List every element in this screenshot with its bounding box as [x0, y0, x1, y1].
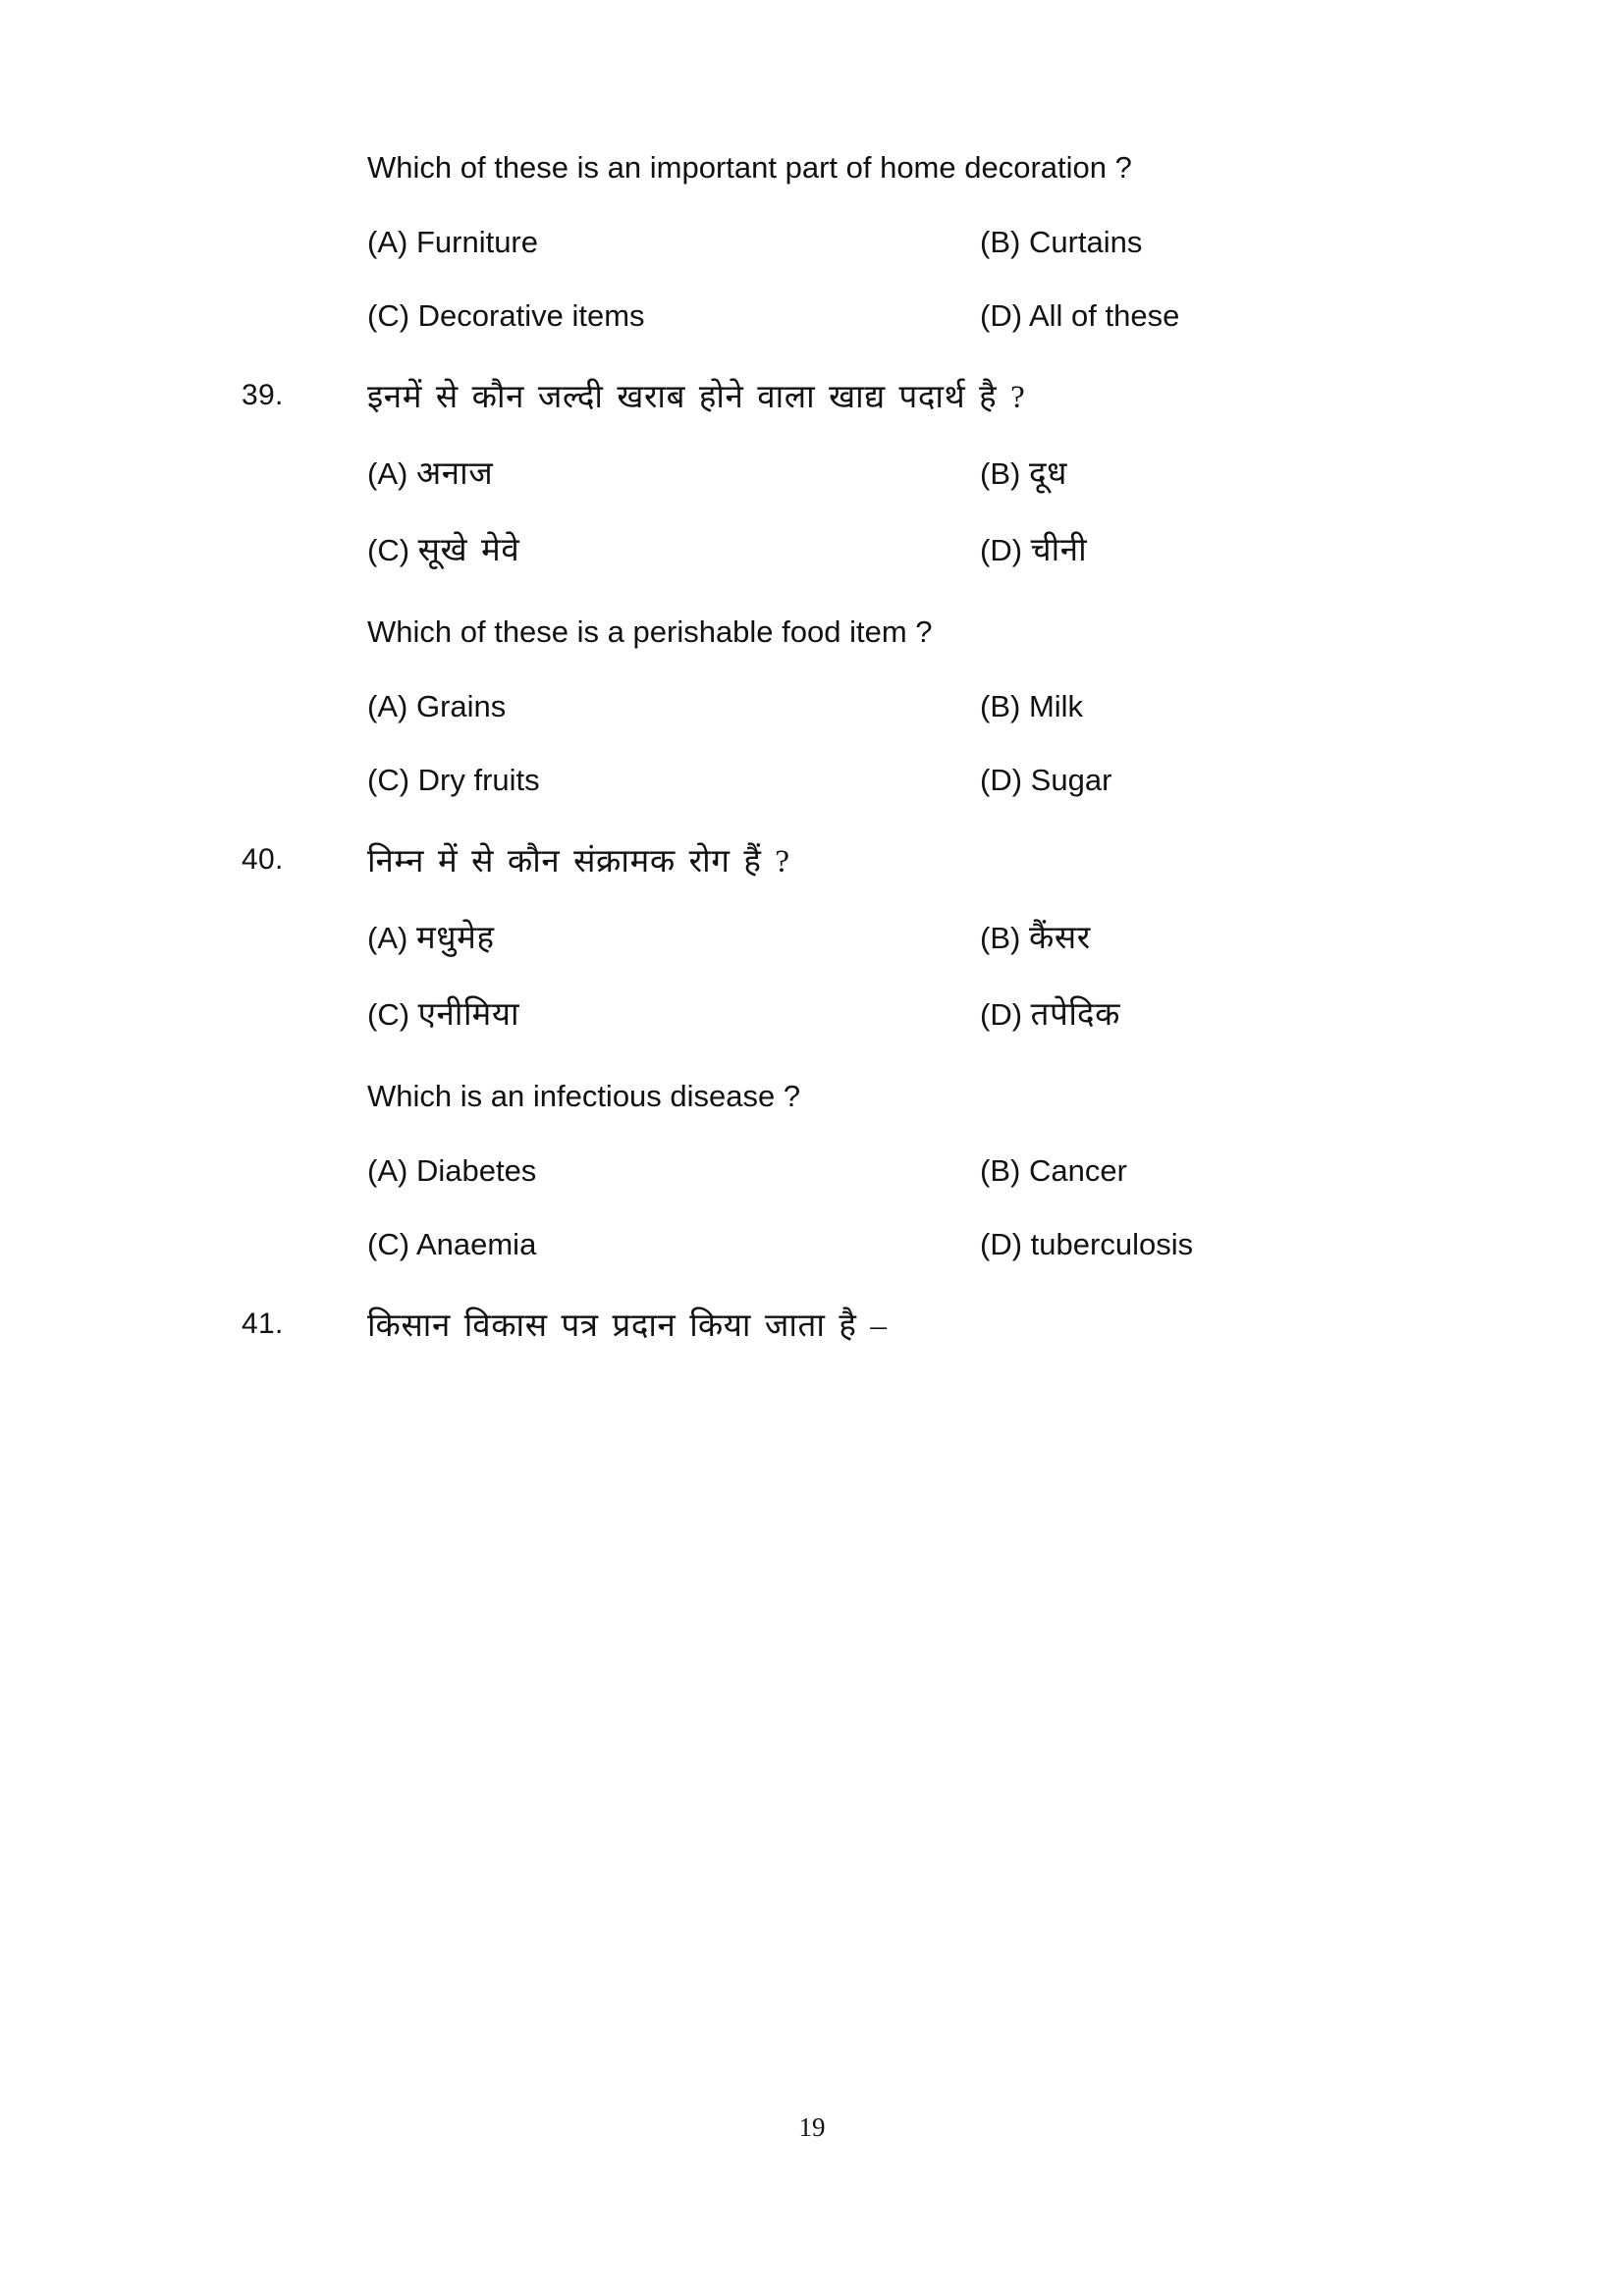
question-text: निम्न में से कौन संक्रामक रोग हैं ?: [367, 843, 790, 880]
question-block: [0, 1305, 1624, 1349]
option-text: मधुमेह: [415, 921, 495, 957]
question-text: इनमें से कौन जल्दी खराब होने वाला खाद्य पदार्थ है ?: [367, 379, 1026, 415]
option-text: All of these: [1028, 297, 1180, 333]
option-text: Grains: [415, 689, 507, 724]
spacer: [0, 1192, 1624, 1224]
option-c[interactable]: [367, 1224, 980, 1265]
question-text: Which of these is an important part of home decoration ?: [367, 150, 1132, 185]
option-label: (D): [980, 532, 1023, 567]
spacer: [0, 1037, 1624, 1076]
option-text: tuberculosis: [1030, 1227, 1194, 1262]
option-a[interactable]: [367, 453, 980, 497]
option-label: (A): [367, 689, 408, 724]
question-stem-row: [0, 840, 1624, 884]
option-d[interactable]: [980, 295, 1569, 337]
option-d[interactable]: [980, 993, 1569, 1038]
question-number: 41.: [242, 1307, 284, 1340]
option-b[interactable]: [980, 453, 1569, 497]
question-stem-row: [0, 612, 1624, 653]
question-text: किसान विकास पत्र प्रदान किया जाता है –: [367, 1308, 888, 1344]
question-block: [0, 1076, 1624, 1265]
option-label: (A): [367, 921, 408, 956]
option-text: चीनी: [1030, 532, 1088, 568]
option-label: (C): [367, 1227, 410, 1262]
option-text: Anaemia: [415, 1227, 537, 1262]
option-label: (C): [367, 762, 410, 797]
option-text: Sugar: [1030, 762, 1112, 797]
option-text: अनाज: [415, 456, 494, 493]
option-label: (D): [980, 1227, 1023, 1262]
option-row: [0, 993, 1624, 1038]
option-text: Cancer: [1028, 1153, 1127, 1189]
option-label: (C): [367, 532, 410, 567]
option-text: एनीमिया: [417, 996, 520, 1033]
option-b[interactable]: [980, 686, 1569, 727]
option-label: (B): [980, 456, 1021, 492]
option-text: कैंसर: [1028, 921, 1091, 957]
question-block: [0, 147, 1624, 337]
question-stem-row: [0, 147, 1624, 188]
option-row: [0, 295, 1624, 337]
option-d[interactable]: [980, 1224, 1569, 1265]
question-text: Which is an infectious disease ?: [367, 1079, 801, 1114]
option-text: Curtains: [1028, 224, 1143, 259]
spacer: [0, 727, 1624, 760]
option-a[interactable]: [367, 686, 980, 727]
spacer: [0, 887, 1624, 917]
option-b[interactable]: [980, 917, 1569, 961]
option-text: सूखे मेवे: [417, 532, 520, 568]
page-number: 19: [798, 2112, 826, 2142]
option-label: (A): [367, 1153, 408, 1189]
question-stem-row: [0, 1076, 1624, 1117]
question-number: 40.: [242, 842, 284, 876]
option-a[interactable]: [367, 1150, 980, 1192]
option-text: Milk: [1028, 689, 1084, 724]
option-c[interactable]: [367, 295, 980, 337]
option-text: Decorative items: [417, 297, 645, 333]
option-text: Dry fruits: [417, 762, 540, 797]
option-c[interactable]: [367, 993, 980, 1038]
option-row: [0, 222, 1624, 263]
option-label: (B): [980, 921, 1021, 956]
option-label: (B): [980, 224, 1021, 259]
option-a[interactable]: [367, 222, 980, 263]
option-c[interactable]: [367, 529, 980, 573]
spacer: [0, 423, 1624, 453]
spacer: [0, 1121, 1624, 1150]
option-row: [0, 1150, 1624, 1192]
option-label: (C): [367, 297, 410, 333]
option-label: (A): [367, 224, 408, 259]
spacer: [0, 801, 1624, 840]
option-label: (D): [980, 297, 1023, 333]
option-a[interactable]: [367, 917, 980, 961]
question-stem-row: [0, 376, 1624, 420]
option-row: [0, 686, 1624, 727]
spacer: [0, 263, 1624, 295]
option-row: [0, 453, 1624, 497]
question-stem-row: [0, 1305, 1624, 1349]
question-block: [0, 376, 1624, 573]
option-row: [0, 917, 1624, 961]
option-text: Furniture: [415, 224, 538, 259]
spacer: [0, 961, 1624, 993]
option-label: (A): [367, 456, 408, 492]
option-text: Diabetes: [415, 1153, 537, 1189]
option-label: (C): [367, 996, 410, 1032]
question-number: 39.: [242, 378, 284, 411]
spacer: [0, 192, 1624, 222]
spacer: [0, 497, 1624, 529]
question-list: [0, 147, 1624, 1391]
spacer: [0, 572, 1624, 612]
option-label: (D): [980, 762, 1023, 797]
option-d[interactable]: [980, 760, 1569, 801]
spacer: [0, 657, 1624, 686]
option-label: (D): [980, 996, 1023, 1032]
question-text: Which of these is a perishable food item ?: [367, 614, 933, 650]
option-d[interactable]: [980, 529, 1569, 573]
spacer: [0, 1352, 1624, 1391]
option-label: (B): [980, 689, 1021, 724]
spacer: [0, 337, 1624, 376]
option-row: [0, 760, 1624, 801]
option-text: दूध: [1028, 456, 1067, 493]
option-b[interactable]: [980, 1150, 1569, 1192]
option-b[interactable]: [980, 222, 1569, 263]
spacer: [0, 1265, 1624, 1305]
option-label: (B): [980, 1153, 1021, 1189]
option-row: [0, 529, 1624, 573]
option-c[interactable]: [367, 760, 980, 801]
question-block: [0, 840, 1624, 1038]
option-row: [0, 1224, 1624, 1265]
question-block: [0, 612, 1624, 801]
option-text: तपेदिक: [1030, 996, 1121, 1033]
